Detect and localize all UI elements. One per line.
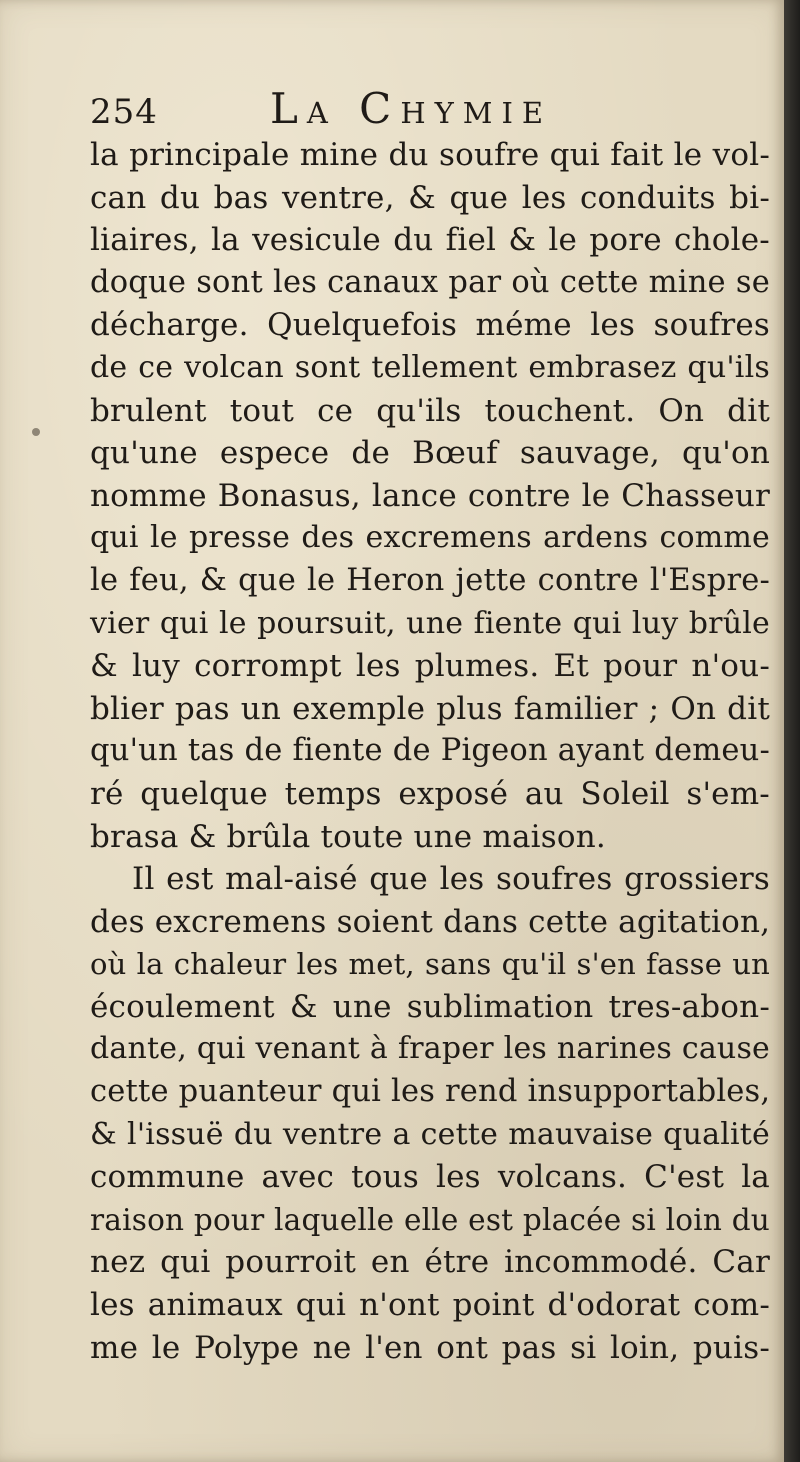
- text-line: brulent tout ce qu'ils touchent. On dit: [90, 392, 770, 429]
- body-text: [90, 134, 770, 1369]
- book-edge: [784, 0, 800, 1462]
- text-line: écoulement & une sublimation tres-abon-: [90, 988, 770, 1025]
- text-line: me le Polype ne l'en ont pas si loin, puis-: [90, 1329, 770, 1366]
- text-line: ré quelque temps exposé au Soleil s'em-: [90, 775, 770, 812]
- text-line: où la chaleur les met, sans qu'il s'en fasse un: [90, 947, 770, 982]
- text-line: des excremens soient dans cette agitation,: [90, 903, 771, 940]
- text-line: brasa & brûla toute une maison.: [90, 818, 606, 855]
- text-line: commune avec tous les volcans. C'est la: [90, 1159, 770, 1196]
- text-line: de ce volcan sont tellement embrasez qu'ils: [90, 349, 770, 385]
- text-line: décharge. Quelquefois méme les soufres: [90, 307, 770, 344]
- text-line: qu'une espece de Bœuf sauvage, qu'on: [90, 435, 770, 472]
- running-title: La Chymie: [270, 84, 553, 133]
- ink-spot: [32, 428, 40, 436]
- text-line: la principale mine du soufre qui fait le vol-: [90, 137, 770, 173]
- text-line: nez qui pourroit en étre incommodé. Car: [90, 1244, 770, 1281]
- page-header: [90, 84, 770, 134]
- text-line: qui le presse des excremens ardens comme: [90, 520, 770, 556]
- text-line: qu'un tas de fiente de Pigeon ayant demeu-: [90, 733, 770, 769]
- text-line: & l'issuë du ventre a cette mauvaise qualité: [90, 1116, 770, 1152]
- text-line: raison pour laquelle elle est placée si loin du: [90, 1202, 770, 1237]
- text-line: vier qui le poursuit, une fiente qui luy brûle: [90, 605, 770, 641]
- text-line: liaires, la vesicule du fiel & le pore chole-: [90, 222, 770, 259]
- text-line: & luy corrompt les plumes. Et pour n'ou-: [90, 648, 770, 685]
- text-line: can du bas ventre, & que les conduits bi-: [90, 179, 770, 216]
- text-line: nomme Bonasus, lance contre le Chasseur: [90, 477, 770, 514]
- text-line: le feu, & que le Heron jette contre l'Espre-: [90, 562, 770, 598]
- page-number: 254: [90, 92, 158, 132]
- text-line: dante, qui venant à fraper les narines cause: [90, 1031, 770, 1067]
- text-line: cette puanteur qui les rend insupportables,: [90, 1074, 771, 1110]
- text-line: blier pas un exemple plus familier ; On dit: [90, 690, 770, 727]
- text-line: les animaux qui n'ont point d'odorat com-: [90, 1287, 770, 1324]
- text-line: doque sont les canaux par où cette mine se: [90, 264, 770, 300]
- paragraph-start-line: Il est mal-aisé que les soufres grossiers: [132, 861, 770, 898]
